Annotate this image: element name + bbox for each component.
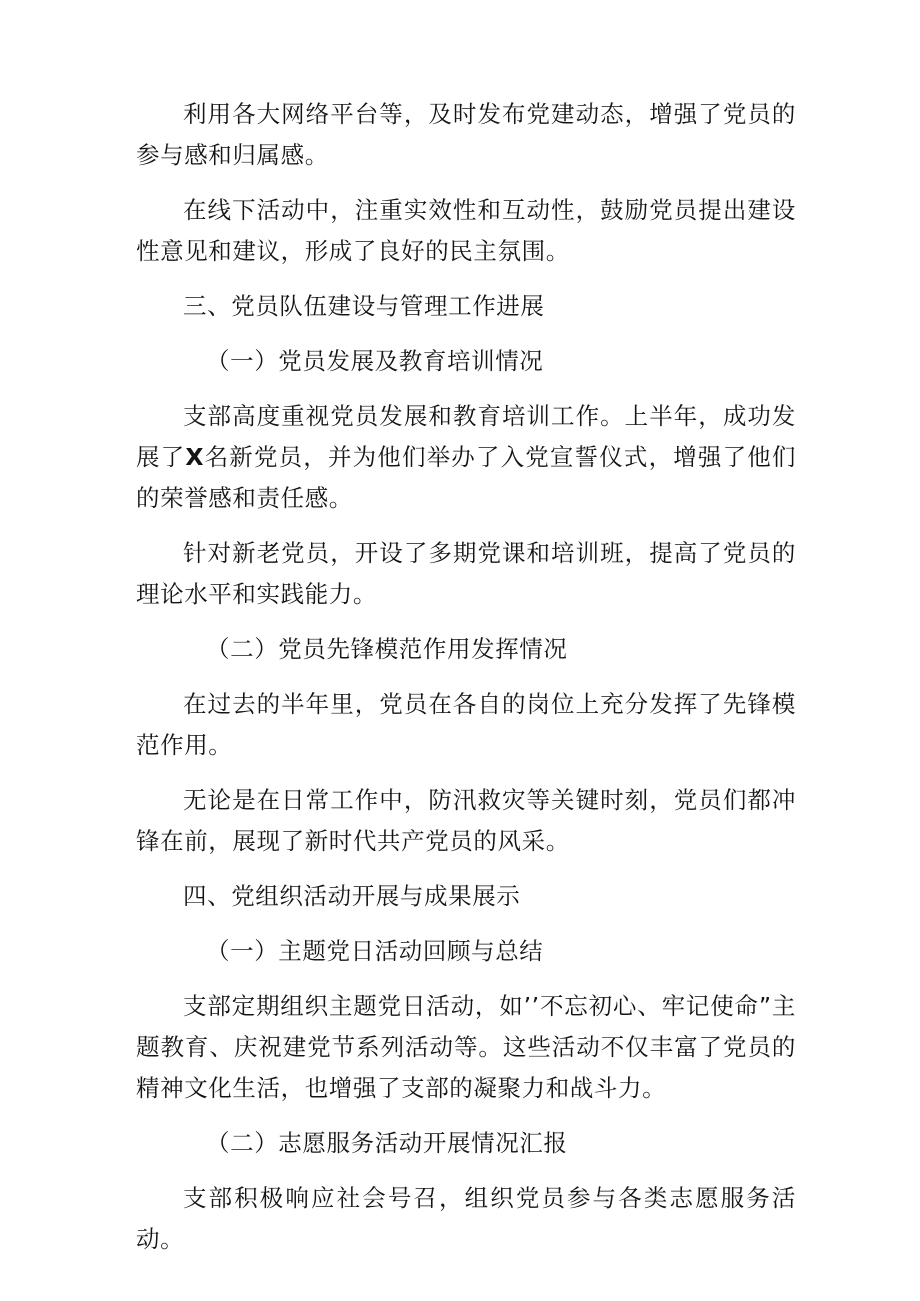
paragraph-online-platforms: 利用各大网络平台等，及时发布党建动态，增强了党员的参与感和归属感。: [136, 100, 796, 169]
document-body: [136, 94, 796, 1274]
subsection-heading-3-2: （二）党员先锋模范作用发挥情况: [206, 635, 568, 663]
paragraph-flood-relief: 无论是在日常工作中，防汛救灾等关键时刻，党员们都冲锋在前，展现了新时代共产党员的风采。: [136, 786, 796, 855]
section-heading-3: 三、党员队伍建设与管理工作进展: [183, 292, 545, 320]
section-heading-4: 四、党组织活动开展与成果展示: [183, 882, 521, 910]
subsection-heading-3-1: （一）党员发展及教育培训情况: [206, 347, 544, 375]
subsection-heading-4-2: （二）志愿服务活动开展情况汇报: [206, 1129, 568, 1157]
paragraph-party-day: 支部定期组织主题党日活动，如’’不忘初心、牢记使命”主题教育、庆祝建党节系列活动等。这些活动不仅丰富了党员的精神文化生活，也增强了支部的凝聚力和战斗力。: [136, 992, 796, 1102]
paragraph-training: 针对新老党员，开设了多期党课和培训班，提高了党员的理论水平和实践能力。: [136, 539, 796, 608]
subsection-heading-4-1: （一）主题党日活动回顾与总结: [206, 937, 544, 965]
paragraph-member-development: [136, 396, 796, 519]
text-segment: 名新党员，并为他们举办了入党宣誓仪式，增强了他们的荣誉感和责任感。: [136, 443, 797, 512]
paragraph-vanguard-role: 在过去的半年里，党员在各自的岗位上充分发挥了先锋模范作用。: [136, 690, 796, 759]
paragraph-offline-activities: 在线下活动中，注重实效性和互动性，鼓励党员提出建设性意见和建议，形成了良好的民主氛围。: [136, 196, 796, 265]
paragraph-volunteer-service: 支部积极响应社会号召，组织党员参与各类志愿服务活动。: [136, 1184, 796, 1253]
placeholder-count: X: [185, 443, 205, 471]
text-segment: 支部高度重视党员发展和教育培训工作。上半年，成功发展了: [136, 402, 796, 471]
